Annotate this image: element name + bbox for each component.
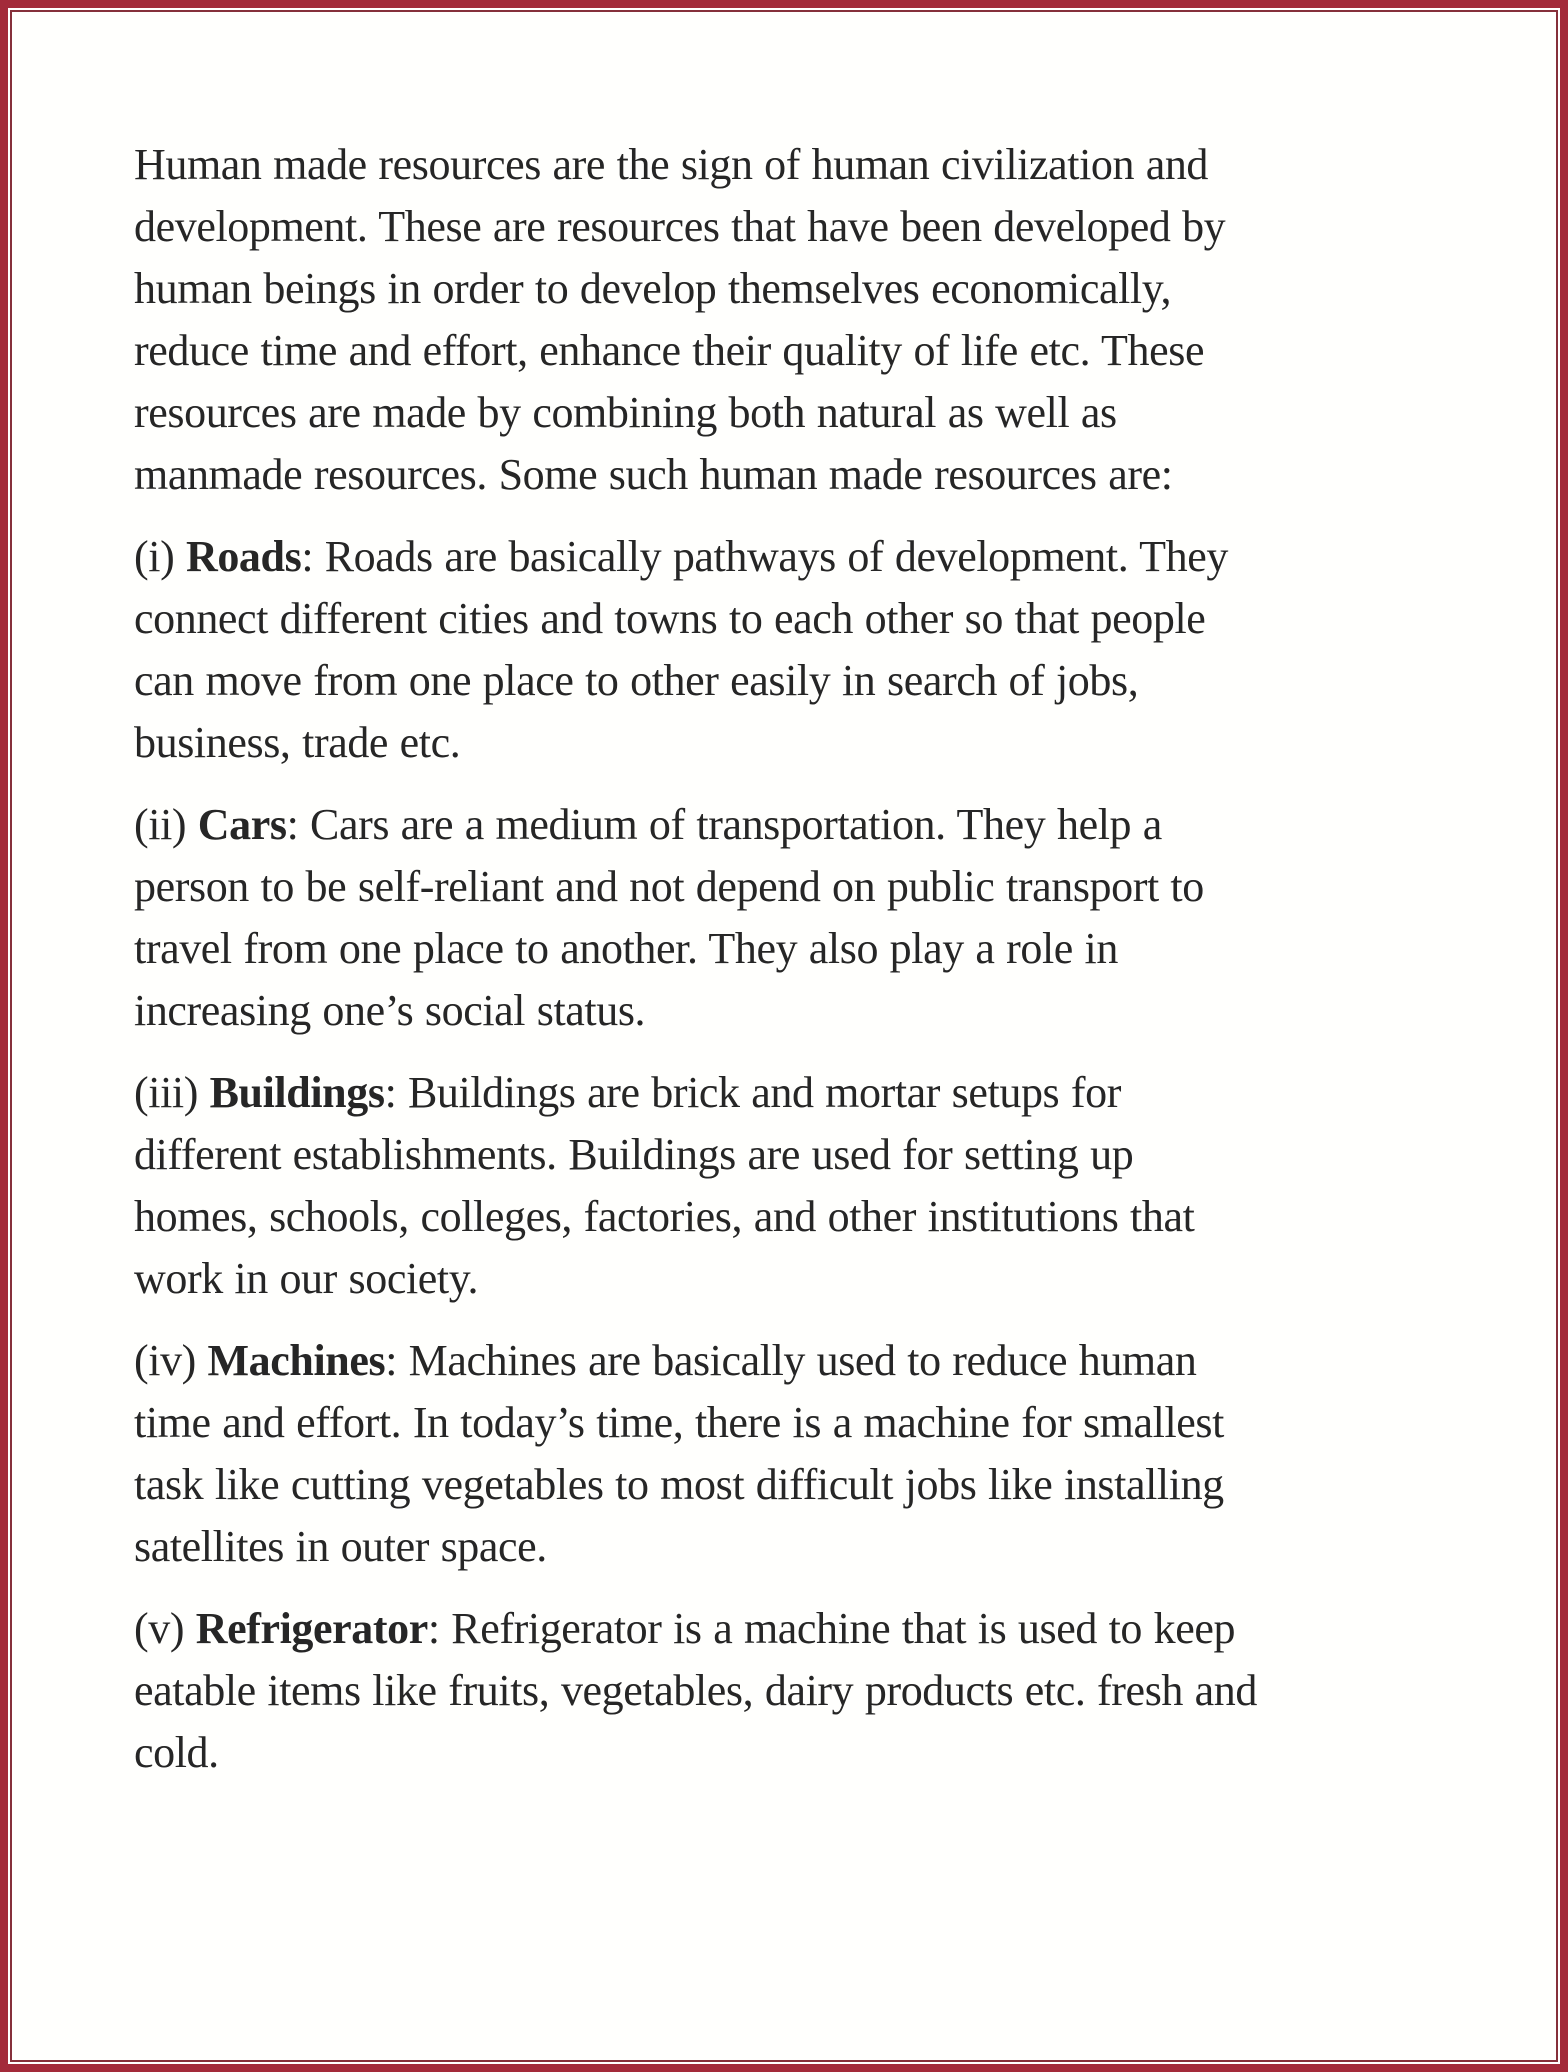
item-term: Refrigerator <box>195 1604 428 1653</box>
item-numeral: (i) <box>134 532 186 581</box>
item-term: Roads <box>185 532 302 581</box>
item-buildings <box>134 1062 1464 1310</box>
item-description: : Refrigerator is a machine that is used to keep <box>427 1604 1236 1653</box>
text-line: increasing one’s social status. <box>134 986 646 1035</box>
item-numeral: (iii) <box>134 1068 210 1117</box>
text-line: eatable items like fruits, vegetables, dairy products etc. fresh and <box>134 1666 1257 1715</box>
item-machines <box>134 1330 1464 1578</box>
text-line: work in our society. <box>134 1254 479 1303</box>
text-line: time and effort. In today’s time, there is a machine for smallest <box>134 1398 1224 1447</box>
item-refrigerator <box>134 1598 1464 1784</box>
text-line: human beings in order to develop themselves economically, <box>134 264 1172 313</box>
item-first-line <box>134 1598 1464 1660</box>
text-line: resources are made by combining both natural as well as <box>134 388 1117 437</box>
text-line: connect different cities and towns to each other so that people <box>134 594 1206 643</box>
item-cars <box>134 794 1464 1042</box>
text-line: different establishments. Buildings are used for setting up <box>134 1130 1134 1179</box>
text-line: Human made resources are the sign of human civilization and <box>134 140 1209 189</box>
text-line: manmade resources. Some such human made resources are: <box>134 450 1173 499</box>
text-line: cold. <box>134 1728 219 1777</box>
text-line: person to be self-reliant and not depend on public transport to <box>134 862 1204 911</box>
item-description: : Buildings are brick and mortar setups for <box>384 1068 1121 1117</box>
item-first-line <box>134 526 1464 588</box>
item-term: Machines <box>207 1336 386 1385</box>
item-numeral: (v) <box>134 1604 196 1653</box>
item-roads <box>134 526 1464 774</box>
intro-paragraph <box>134 134 1464 506</box>
text-line: can move from one place to other easily in search of jobs, <box>134 656 1139 705</box>
text-line: task like cutting vegetables to most difficult jobs like installing <box>134 1460 1224 1509</box>
item-first-line <box>134 794 1464 856</box>
item-first-line <box>134 1330 1464 1392</box>
text-line: business, trade etc. <box>134 718 461 767</box>
item-description: : Roads are basically pathways of development. They <box>301 532 1228 581</box>
text-line: development. These are resources that have been developed by <box>134 202 1226 251</box>
text-line: reduce time and effort, enhance their quality of life etc. These <box>134 326 1205 375</box>
item-first-line <box>134 1062 1464 1124</box>
text-line: satellites in outer space. <box>134 1522 547 1571</box>
item-numeral: (ii) <box>134 800 198 849</box>
text-line: homes, schools, colleges, factories, and other institutions that <box>134 1192 1195 1241</box>
item-term: Buildings <box>209 1068 385 1117</box>
document-page <box>134 134 1464 1804</box>
item-description: : Machines are basically used to reduce human <box>385 1336 1197 1385</box>
item-numeral: (iv) <box>134 1336 208 1385</box>
item-term: Cars <box>197 800 287 849</box>
item-description: : Cars are a medium of transportation. They help a <box>286 800 1162 849</box>
text-line: travel from one place to another. They also play a role in <box>134 924 1118 973</box>
